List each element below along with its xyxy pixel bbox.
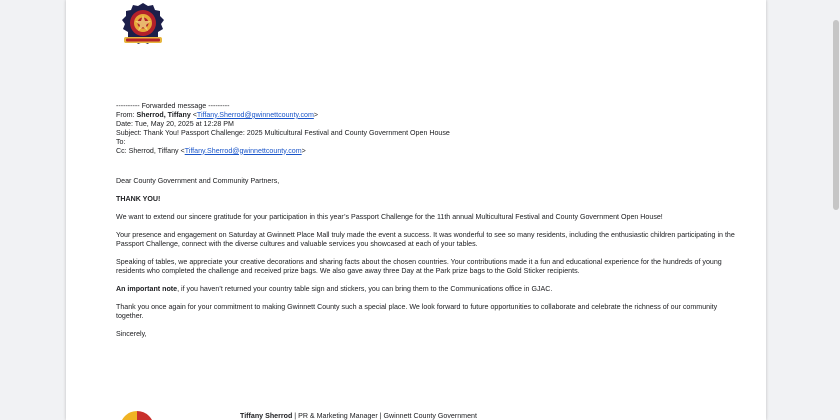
from-name: Sherrod, Tiffany bbox=[136, 110, 191, 119]
paragraph-closing-thanks: Thank you once again for your commitment to making Gwinnett County such a special place. We look forward to future opportunities to collaborate and celebrate the richness of our community together. bbox=[116, 302, 718, 320]
paragraph-presence: Your presence and engagement on Saturday at Gwinnett Place Mall truly made the event a success. It was wonderful to see so many residents, including the enthusiastic children participating in the Passport Challenge, connect with the diverse cultures and valuable services you showcased at each of your tables. bbox=[116, 231, 735, 249]
paragraph-important-note bbox=[116, 285, 746, 294]
date-line: Date: Tue, May 20, 2025 at 12:28 PM bbox=[116, 119, 234, 128]
scrollbar[interactable] bbox=[832, 0, 840, 420]
cc-label: Cc: Sherrod, Tiffany bbox=[116, 146, 179, 155]
email-page bbox=[66, 0, 766, 420]
signature-name: Tiffany Sherrod bbox=[240, 412, 293, 420]
from-email-link[interactable]: Tiffany.Sherrod@gwinnettcounty.com bbox=[196, 110, 314, 119]
important-note-label: An important note bbox=[116, 284, 178, 293]
cc-email-link[interactable]: Tiffany.Sherrod@gwinnettcounty.com bbox=[184, 146, 302, 155]
signature-title: | PR & Marketing Manager | Gwinnett County Government bbox=[292, 412, 477, 420]
signature-line bbox=[116, 412, 746, 420]
paragraph-tables: Speaking of tables, we appreciate your creative decorations and sharing facts about the chosen countries. Your contributions made it a fun and educational experience for the hundreds of young residents who completed the challenge and received prize bags. We also gave away three Day at the Park prize bags to the Gold Sticker recipients. bbox=[116, 257, 722, 275]
email-body bbox=[116, 102, 746, 338]
cc-line: Cc: Sherrod, Tiffany <Tiffany.Sherrod@gwinnettcounty.com> bbox=[116, 146, 306, 155]
forward-marker: ---------- Forwarded message --------- bbox=[116, 102, 230, 110]
to-line: To: bbox=[116, 137, 126, 146]
greeting: Dear County Government and Community Partners, bbox=[116, 177, 280, 186]
from-label: From: bbox=[116, 110, 135, 119]
subject-line: Subject: Thank You! Passport Challenge: 2025 Multicultural Festival and County Government Open House bbox=[116, 128, 450, 137]
important-note-text: , if you haven’t returned your country table sign and stickers, you can bring them to the Communications office in GJAC. bbox=[177, 284, 553, 293]
scrollbar-thumb[interactable] bbox=[833, 20, 839, 210]
thank-you-heading: THANK YOU! bbox=[116, 195, 161, 204]
fire-department-badge-logo bbox=[118, 2, 168, 48]
from-line: From: Sherrod, Tiffany <Tiffany.Sherrod@gwinnettcounty.com> bbox=[116, 110, 319, 119]
closing: Sincerely, bbox=[116, 329, 147, 338]
paragraph-gratitude: We want to extend our sincere gratitude for your participation in this year’s Passport Challenge for the 11th annual Multicultural Festival and County Government Open House! bbox=[116, 213, 663, 222]
